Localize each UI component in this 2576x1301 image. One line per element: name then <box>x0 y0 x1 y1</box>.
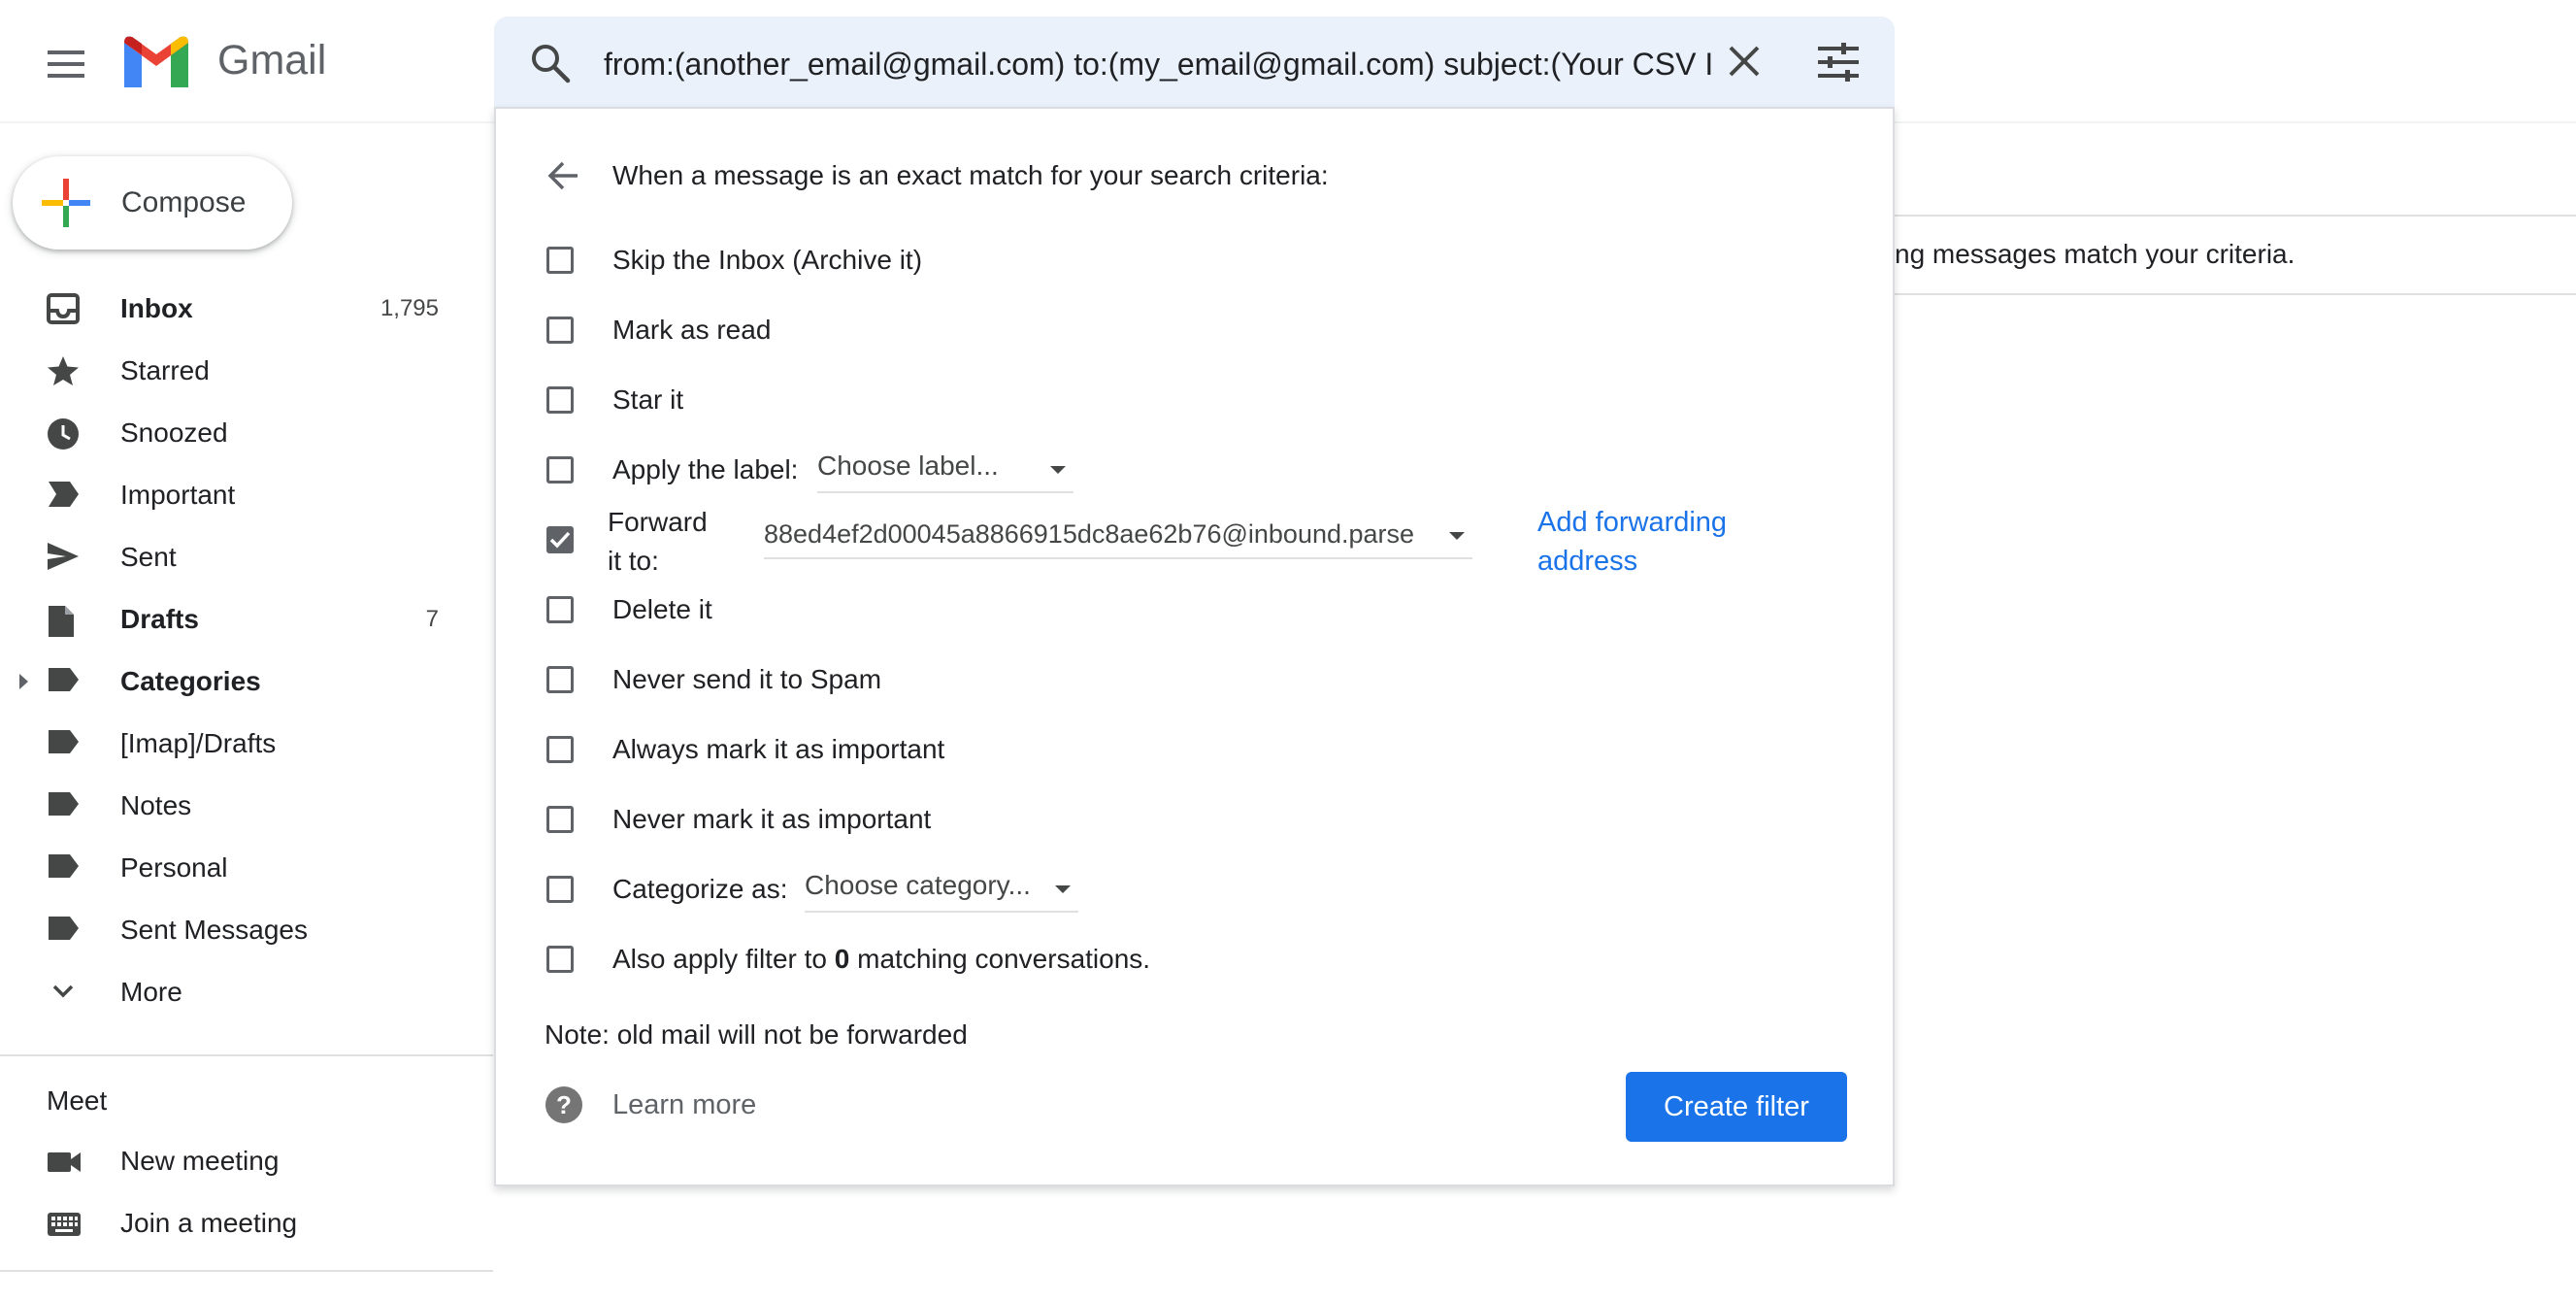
always-important-option[interactable] <box>546 730 945 769</box>
sidebar-item-important[interactable] <box>0 464 466 526</box>
sidebar-item-more[interactable] <box>0 961 466 1023</box>
sidebar-item-categories[interactable] <box>0 650 466 713</box>
help-icon[interactable] <box>545 1085 583 1124</box>
also-apply-option[interactable] <box>546 940 1151 979</box>
star-it-checkbox[interactable] <box>546 386 574 414</box>
video-camera-icon <box>47 1148 82 1177</box>
never-spam-label: Never send it to Spam <box>612 664 882 694</box>
sidebar-item-notes[interactable] <box>0 775 466 837</box>
never-important-option[interactable] <box>546 800 932 839</box>
label-icon <box>47 852 80 880</box>
learn-more-link[interactable]: Learn more <box>612 1089 757 1120</box>
sidebar-item-label: Important <box>120 480 236 510</box>
matching-count: 0 <box>834 944 850 974</box>
star-it-option[interactable] <box>546 381 684 419</box>
apply-label-option[interactable] <box>546 450 799 489</box>
close-icon[interactable] <box>1727 44 1762 79</box>
svg-text:?: ? <box>556 1090 572 1119</box>
sidebar-item-label: Snoozed <box>120 417 228 448</box>
forward-option[interactable] <box>546 520 574 559</box>
search-options-icon[interactable] <box>1818 43 1859 82</box>
sidebar-item-inbox[interactable] <box>0 278 466 340</box>
compose-label: Compose <box>121 186 247 218</box>
choose-label-value: Choose label... <box>817 450 999 481</box>
dropdown-arrow-icon <box>1449 532 1465 540</box>
main-menu-icon[interactable] <box>39 39 93 89</box>
forward-label: Forward it to: <box>608 507 708 576</box>
sidebar-item-label: Inbox <box>120 293 193 323</box>
create-filter-button[interactable]: Create filter <box>1626 1072 1847 1142</box>
search-icon[interactable] <box>529 42 572 84</box>
label-icon <box>47 728 80 755</box>
label-icon <box>47 666 80 693</box>
join-meeting-link[interactable] <box>0 1194 466 1256</box>
compose-button[interactable] <box>13 156 292 250</box>
skip-inbox-option[interactable] <box>546 241 923 280</box>
forward-address-dropdown[interactable] <box>764 517 1472 559</box>
clock-icon <box>47 417 80 450</box>
sidebar-item-label: Starred <box>120 355 210 385</box>
gmail-m-icon <box>120 33 192 87</box>
new-meeting-label: New meeting <box>120 1146 280 1176</box>
sidebar-item-starred[interactable] <box>0 340 466 402</box>
compose-plus-icon <box>42 179 90 227</box>
apply-label-label: Apply the label: <box>612 454 799 484</box>
star-it-label: Star it <box>612 384 684 415</box>
keyboard-icon <box>47 1210 82 1239</box>
apply-label-checkbox[interactable] <box>546 456 574 484</box>
sidebar-nav <box>0 278 466 1023</box>
draft-icon <box>47 604 76 639</box>
delete-it-label: Delete it <box>612 594 712 624</box>
mark-read-checkbox[interactable] <box>546 317 574 344</box>
sidebar-item-drafts[interactable] <box>0 588 466 650</box>
star-icon <box>47 355 80 386</box>
categorize-checkbox[interactable] <box>546 876 574 903</box>
content-divider <box>1895 293 2576 295</box>
also-apply-checkbox[interactable] <box>546 946 574 973</box>
label-icon <box>47 915 80 942</box>
filter-heading: When a message is an exact match for your search criteria: <box>612 160 1329 190</box>
forward-checkbox[interactable] <box>546 526 574 553</box>
sidebar-item-label: Sent <box>120 542 177 572</box>
unread-count: 1,795 <box>380 295 439 321</box>
back-arrow-icon[interactable] <box>546 159 579 192</box>
content-divider <box>1895 215 2576 217</box>
never-spam-option[interactable] <box>546 660 882 699</box>
filter-options-panel <box>494 107 1895 1186</box>
skip-inbox-label: Skip the Inbox (Archive it) <box>612 245 923 275</box>
sidebar-item-label: Sent Messages <box>120 915 308 945</box>
sidebar-item-label: Categories <box>120 666 261 696</box>
app-name: Gmail <box>217 36 327 83</box>
new-meeting-link[interactable] <box>0 1132 466 1194</box>
mark-read-label: Mark as read <box>612 315 772 345</box>
important-icon <box>47 480 80 509</box>
also-apply-label: Also apply filter to 0 matching conversations. <box>612 944 1151 974</box>
sidebar-item-label: [Imap]/Drafts <box>120 728 277 758</box>
categorize-option[interactable] <box>546 870 788 909</box>
delete-it-option[interactable] <box>546 590 712 629</box>
meet-section-title: Meet <box>47 1085 108 1116</box>
sidebar-item-label: Drafts <box>120 604 199 634</box>
sidebar-divider <box>0 1054 493 1056</box>
choose-label-dropdown[interactable] <box>817 450 1073 493</box>
label-icon <box>47 790 80 817</box>
sidebar-item-sent-messages[interactable] <box>0 899 466 961</box>
delete-it-checkbox[interactable] <box>546 596 574 623</box>
sidebar-item-label: Notes <box>120 790 192 820</box>
expand-caret-icon[interactable] <box>19 674 28 689</box>
sidebar-item-personal[interactable] <box>0 837 466 899</box>
add-forwarding-address-link[interactable]: Add forwarding address <box>1537 507 1728 577</box>
send-icon <box>47 542 80 571</box>
forward-note: Note: old mail will not be forwarded <box>545 1019 968 1050</box>
always-important-checkbox[interactable] <box>546 736 574 763</box>
sidebar-divider <box>0 1270 493 1272</box>
sidebar-item-snoozed[interactable] <box>0 402 466 464</box>
dropdown-arrow-icon <box>1055 885 1071 893</box>
inbox-icon <box>47 293 80 324</box>
sidebar-item-label: More <box>120 977 182 1007</box>
never-important-label: Never mark it as important <box>612 804 932 834</box>
always-important-label: Always mark it as important <box>612 734 945 764</box>
never-spam-checkbox[interactable] <box>546 666 574 693</box>
skip-inbox-checkbox[interactable] <box>546 247 574 274</box>
chevron-down-icon <box>47 977 80 1006</box>
no-results-message: ng messages match your criteria. <box>1895 239 2295 269</box>
choose-category-dropdown[interactable] <box>805 870 1078 913</box>
never-important-checkbox[interactable] <box>546 806 574 833</box>
sidebar-item-imap-drafts[interactable] <box>0 713 466 775</box>
search-bar[interactable] <box>494 17 1895 110</box>
join-meeting-label: Join a meeting <box>120 1208 298 1238</box>
mark-read-option[interactable] <box>546 311 772 350</box>
dropdown-arrow-icon <box>1050 466 1066 474</box>
categorize-label: Categorize as: <box>612 874 788 904</box>
sidebar-item-label: Personal <box>120 852 228 883</box>
forward-address-value: 88ed4ef2d00045a8866915dc8ae62b76@inbound.parse <box>764 519 1415 549</box>
search-input[interactable]: from:(another_email@gmail.com) to:(my_email@gmail.com) subject:(Your CSV I <box>604 47 1714 82</box>
sidebar-item-sent[interactable] <box>0 526 466 588</box>
draft-count: 7 <box>425 606 439 632</box>
gmail-logo[interactable] <box>120 33 326 87</box>
choose-category-value: Choose category... <box>805 870 1031 900</box>
